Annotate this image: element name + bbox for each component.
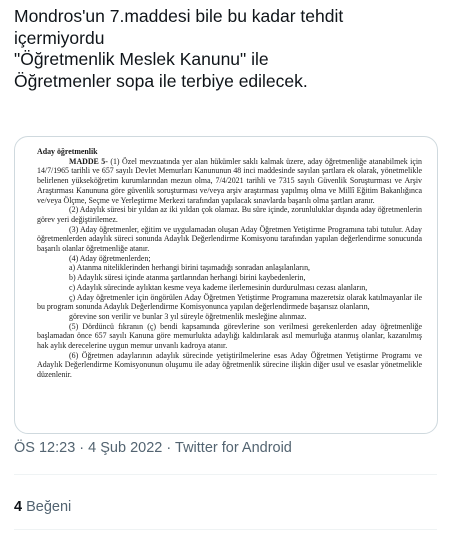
tweet-line: içermiyordu (14, 27, 105, 48)
document-paragraph: (6) Öğretmen adaylarının adaylık sürecinde yetiştirilmelerine esas Aday Öğretmen Yetiştirme Programı ve Adaylık Değerlendirme Komisyonunun oluşumu ile aday öğretmenlik sürecine ilişkin diğer usul ve esaslar yönetmelikle düzenlenir. (37, 350, 422, 380)
tweet-image[interactable] (14, 136, 438, 434)
document-paragraph: (5) Dördüncü fıkranın (ç) bendi kapsamında görevlerine son verilmesi gerekenlerden aday öğretmenliğe başlamadan önce 657 sayılı Kanuna göre memurlukta adaylığı kaldırılarak asıl memurluğa atanmış olanlar, kazanılmış hak aylık derecelerine uygun memur unvanlı kadroya atanır. (37, 321, 422, 351)
tweet-line: Öğretmenler sopa ile terbiye edilecek. (14, 70, 308, 91)
tweet-line: "Öğretmenlik Meslek Kanunu" ile (14, 49, 269, 69)
meta-separator: · (79, 440, 85, 456)
document-paragraph: (2) Adaylık süresi bir yıldan az iki yıldan çok olamaz. Bu süre içinde, zorunluluklar dışında aday öğretmenlerin görev yeri değiştirilemez. (37, 205, 422, 224)
document-item: ç) Aday öğretmenler için öngörülen Aday Öğretmen Yetiştirme Programına mazeretsiz olarak katılmayanlar ile bu program sonunda Adaylık Değerlendirme Komisyonunca yapılan değerlendirmede başarısız olanların, (37, 292, 422, 312)
tweet-date[interactable]: 4 Şub 2022 (88, 440, 163, 456)
likes-link[interactable] (14, 499, 71, 515)
document-paragraph: (3) Aday öğretmenler, eğitim ve uygulamadan oluşan Aday Öğretmen Yetiştirme Programına tabi tutulur. Aday öğretmenlerden adaylık süreci sonunda Adaylık Değerlendirme Komisyonu tarafından yapılan değerlendirme sonucunda başarılı olanlar öğretmenliğe atanır. (37, 224, 422, 254)
document-item: b) Adaylık süresi içinde atanma şartlarından herhangi birini kaybedenlerin, (69, 273, 306, 283)
tweet-text (14, 6, 439, 92)
law-document (37, 147, 422, 380)
tweet-line: Mondros'un 7.maddesi bile bu kadar tehdit (14, 6, 344, 26)
tweet-meta (14, 440, 292, 456)
meta-separator: · (166, 440, 172, 456)
document-item: c) Adaylık sürecinde aylıktan kesme veya kademe ilerlemesinin durdurulması cezası alanların, (69, 282, 368, 292)
document-paragraph: görevine son verilir ve bunlar 3 yıl süreyle öğretmenlik mesleğine alınmaz. (69, 311, 307, 321)
article-label: MADDE 5- (69, 156, 108, 166)
divider (14, 529, 437, 530)
likes-label: Beğeni (26, 499, 72, 515)
document-paragraph: (4) Aday öğretmenlerden; (69, 253, 151, 263)
document-paragraph: MADDE 5- (1) Özel mevzuatında yer alan hükümler saklı kalmak üzere, aday öğretmenliğe atanabilmek için 14/7/1965 tarihli ve 657 sayılı Devlet Memurları Kanununun 48 inci maddesinde sayılan şartlara ek olarak, yönetmelikle belirlenen yükseköğretim kurumlarından mezun olma, 7/4/2021 tarihli ve 7315 sayılı Güvenlik Soruşturması ve Arşiv Araştırması Kanununa göre güvenlik soruşturması ve/veya arşiv araştırması yapılmış olma ve Millî Eğitim Bakanlığınca ve/veya Ölçme, Seçme ve Yerleştirme Merkezi tarafından yapılacak sınavlarda başarılı olma şartları aranır. (37, 156, 422, 205)
tweet-source[interactable]: Twitter for Android (175, 440, 292, 456)
divider (14, 474, 437, 475)
document-item: a) Atanma niteliklerinden herhangi birini taşımadığı sonradan anlaşılanların, (69, 263, 311, 273)
tweet-time[interactable]: ÖS 12:23 (14, 440, 76, 456)
likes-count: 4 (14, 499, 23, 515)
document-heading: Aday öğretmenlik (37, 147, 98, 156)
